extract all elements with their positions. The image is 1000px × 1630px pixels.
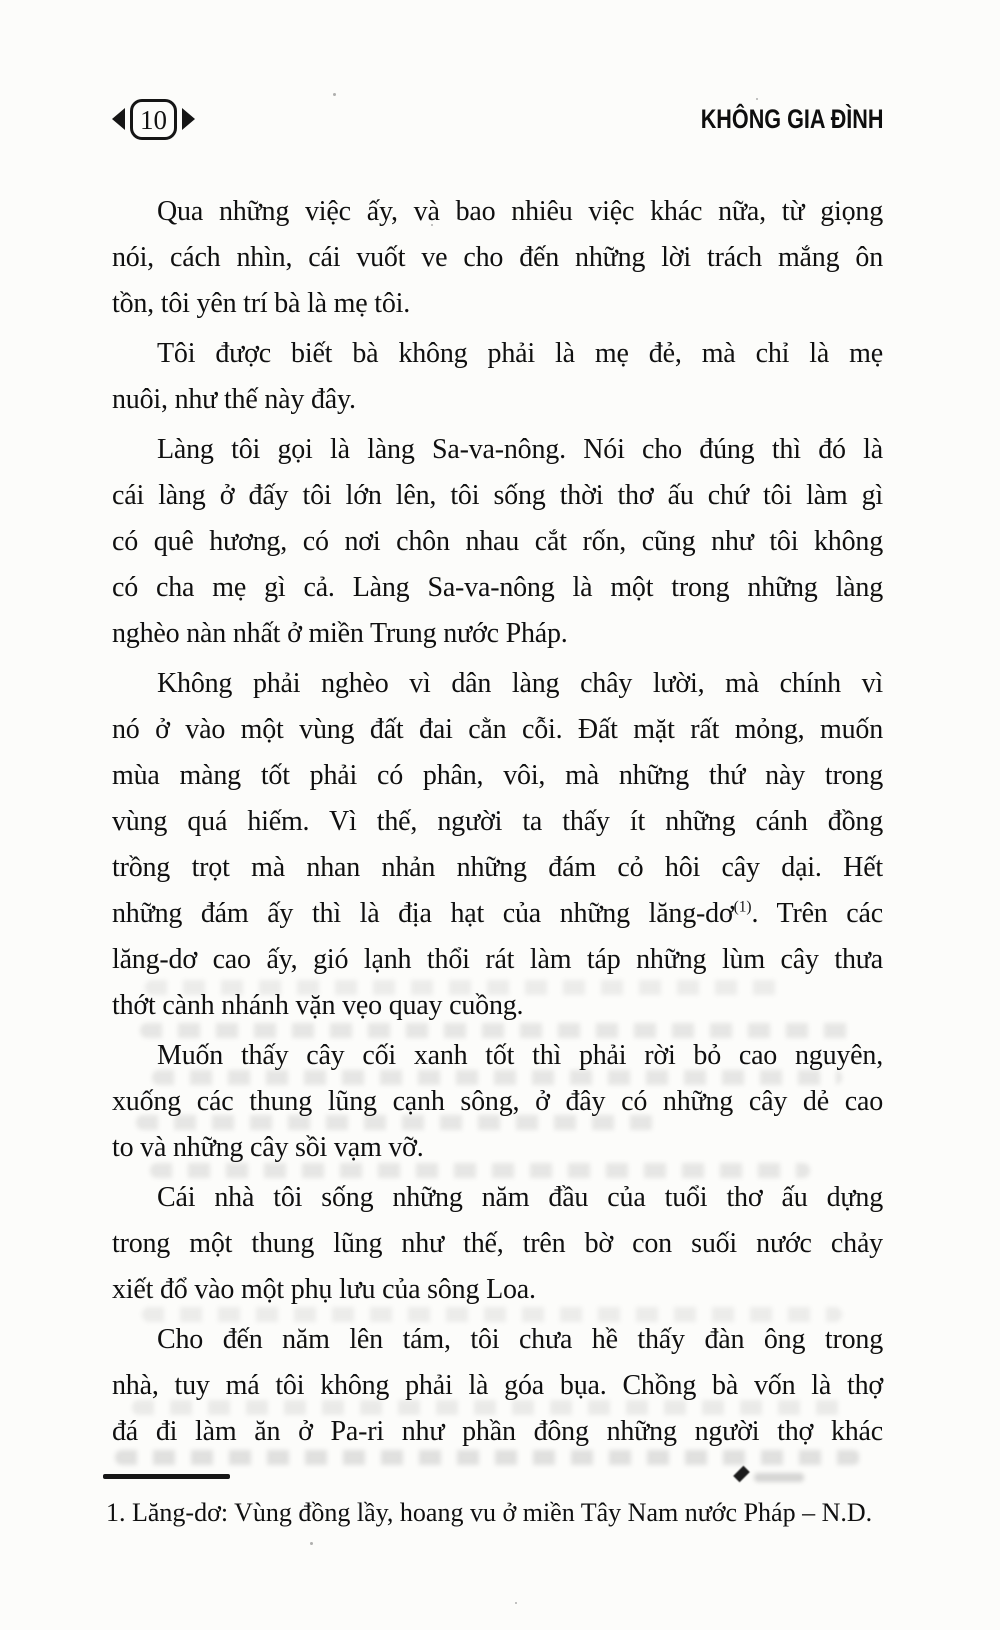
text-line: Cho đến năm lên tám, tôi chưa hề thấy đàn ông trong xyxy=(157,1324,883,1355)
footnote-separator xyxy=(103,1474,230,1479)
text-line: trong một thung lũng như thế, trên bờ con suối nước chảy xyxy=(112,1228,883,1259)
text-line: to và những cây sồi vạm vỡ. xyxy=(112,1132,424,1163)
paragraph xyxy=(112,427,883,657)
body-text xyxy=(112,189,883,1459)
page-nav xyxy=(112,99,195,140)
text-line: nhà, tuy má tôi không phải là góa bụa. Chồng bà vốn là thợ xyxy=(112,1370,883,1401)
next-page-icon[interactable] xyxy=(182,108,195,130)
text-line: xuống các thung lũng cạnh sông, ở đây có những cây dẻ cao xyxy=(112,1086,883,1117)
text-line: Cái nhà tôi sống những năm đầu của tuổi thơ ấu dựng xyxy=(157,1182,883,1213)
book-title: KHÔNG GIA ĐÌNH xyxy=(700,103,883,134)
dust-speck xyxy=(515,1602,517,1604)
paragraph xyxy=(112,661,883,1029)
text-line: Không phải nghèo vì dân làng chây lười, mà chính vì xyxy=(157,668,883,699)
page-number-box xyxy=(130,99,177,140)
text-line: những đám ấy thì là địa hạt của những lăng-$dơ^{(1)}$. Trên các xyxy=(112,898,883,929)
text-line: cái làng ở đấy tôi lớn lên, tôi sống thời thơ ấu chứ tôi làm gì xyxy=(112,480,883,511)
paragraph xyxy=(112,331,883,423)
text-line: xiết đổ vào một phụ lưu của sông Loa. xyxy=(112,1274,536,1305)
page-number: 10 xyxy=(140,104,167,135)
prev-page-icon[interactable] xyxy=(112,108,125,130)
text-line: đá đi làm ăn ở Pa-ri như phần đông những người thợ khác xyxy=(112,1416,883,1447)
ink-smear xyxy=(754,1473,804,1482)
text-line: tồn, tôi yên trí bà là mẹ tôi. xyxy=(112,288,411,319)
text-line: có quê hương, có nơi chôn nhau cắt rốn, cũng như tôi không xyxy=(112,526,883,557)
text-line: thớt cành nhánh vặn vẹo quay cuồng. xyxy=(112,990,524,1021)
paragraph xyxy=(112,1175,883,1313)
text-line: Tôi được biết bà không phải là mẹ đẻ, mà chỉ là mẹ xyxy=(157,338,883,369)
page-header xyxy=(112,94,883,144)
text-line: nói, cách nhìn, cái vuốt ve cho đến những lời trách mắng ôn xyxy=(112,242,883,273)
text-line: trồng trọt mà nhan nhản những đám cỏ hôi cây dại. Hết xyxy=(112,852,883,883)
text-line: vùng quá hiếm. Vì thế, người ta thấy ít những cánh đồng xyxy=(112,806,883,837)
text-line: nghèo nàn nhất ở miền Trung nước Pháp. xyxy=(112,618,568,649)
footnote-ref: (1) xyxy=(733,898,752,916)
text-line: Qua những việc ấy, và bao nhiêu việc khác nữa, từ giọng xyxy=(157,196,883,227)
text-line: mùa màng tốt phải có phân, vôi, mà những thứ này trong xyxy=(112,760,883,791)
paragraph xyxy=(112,189,883,327)
text-line: Làng tôi gọi là làng Sa-va-nông. Nói cho đúng thì đó là xyxy=(157,434,883,465)
paragraph xyxy=(112,1317,883,1455)
text-line: nó ở vào một vùng đất đai cằn cỗi. Đất mặt rất mỏng, muốn xyxy=(112,714,883,745)
dust-speck xyxy=(310,1542,313,1545)
text-line: lăng-dơ cao ấy, gió lạnh thổi rát làm táp những lùm cây thưa xyxy=(112,944,883,975)
text-line: Muốn thấy cây cối xanh tốt thì phải rời bỏ cao nguyên, xyxy=(157,1040,883,1071)
paragraph xyxy=(112,1033,883,1171)
footnote: 1. Lăng-dơ: Vùng đồng lầy, hoang vu ở miền Tây Nam nước Pháp – N.D. xyxy=(106,1498,873,1527)
ink-spot xyxy=(733,1466,750,1483)
text-line: có cha mẹ gì cả. Làng Sa-va-nông là một trong những làng xyxy=(112,572,883,603)
text-line: nuôi, như thế này đây. xyxy=(112,384,356,415)
